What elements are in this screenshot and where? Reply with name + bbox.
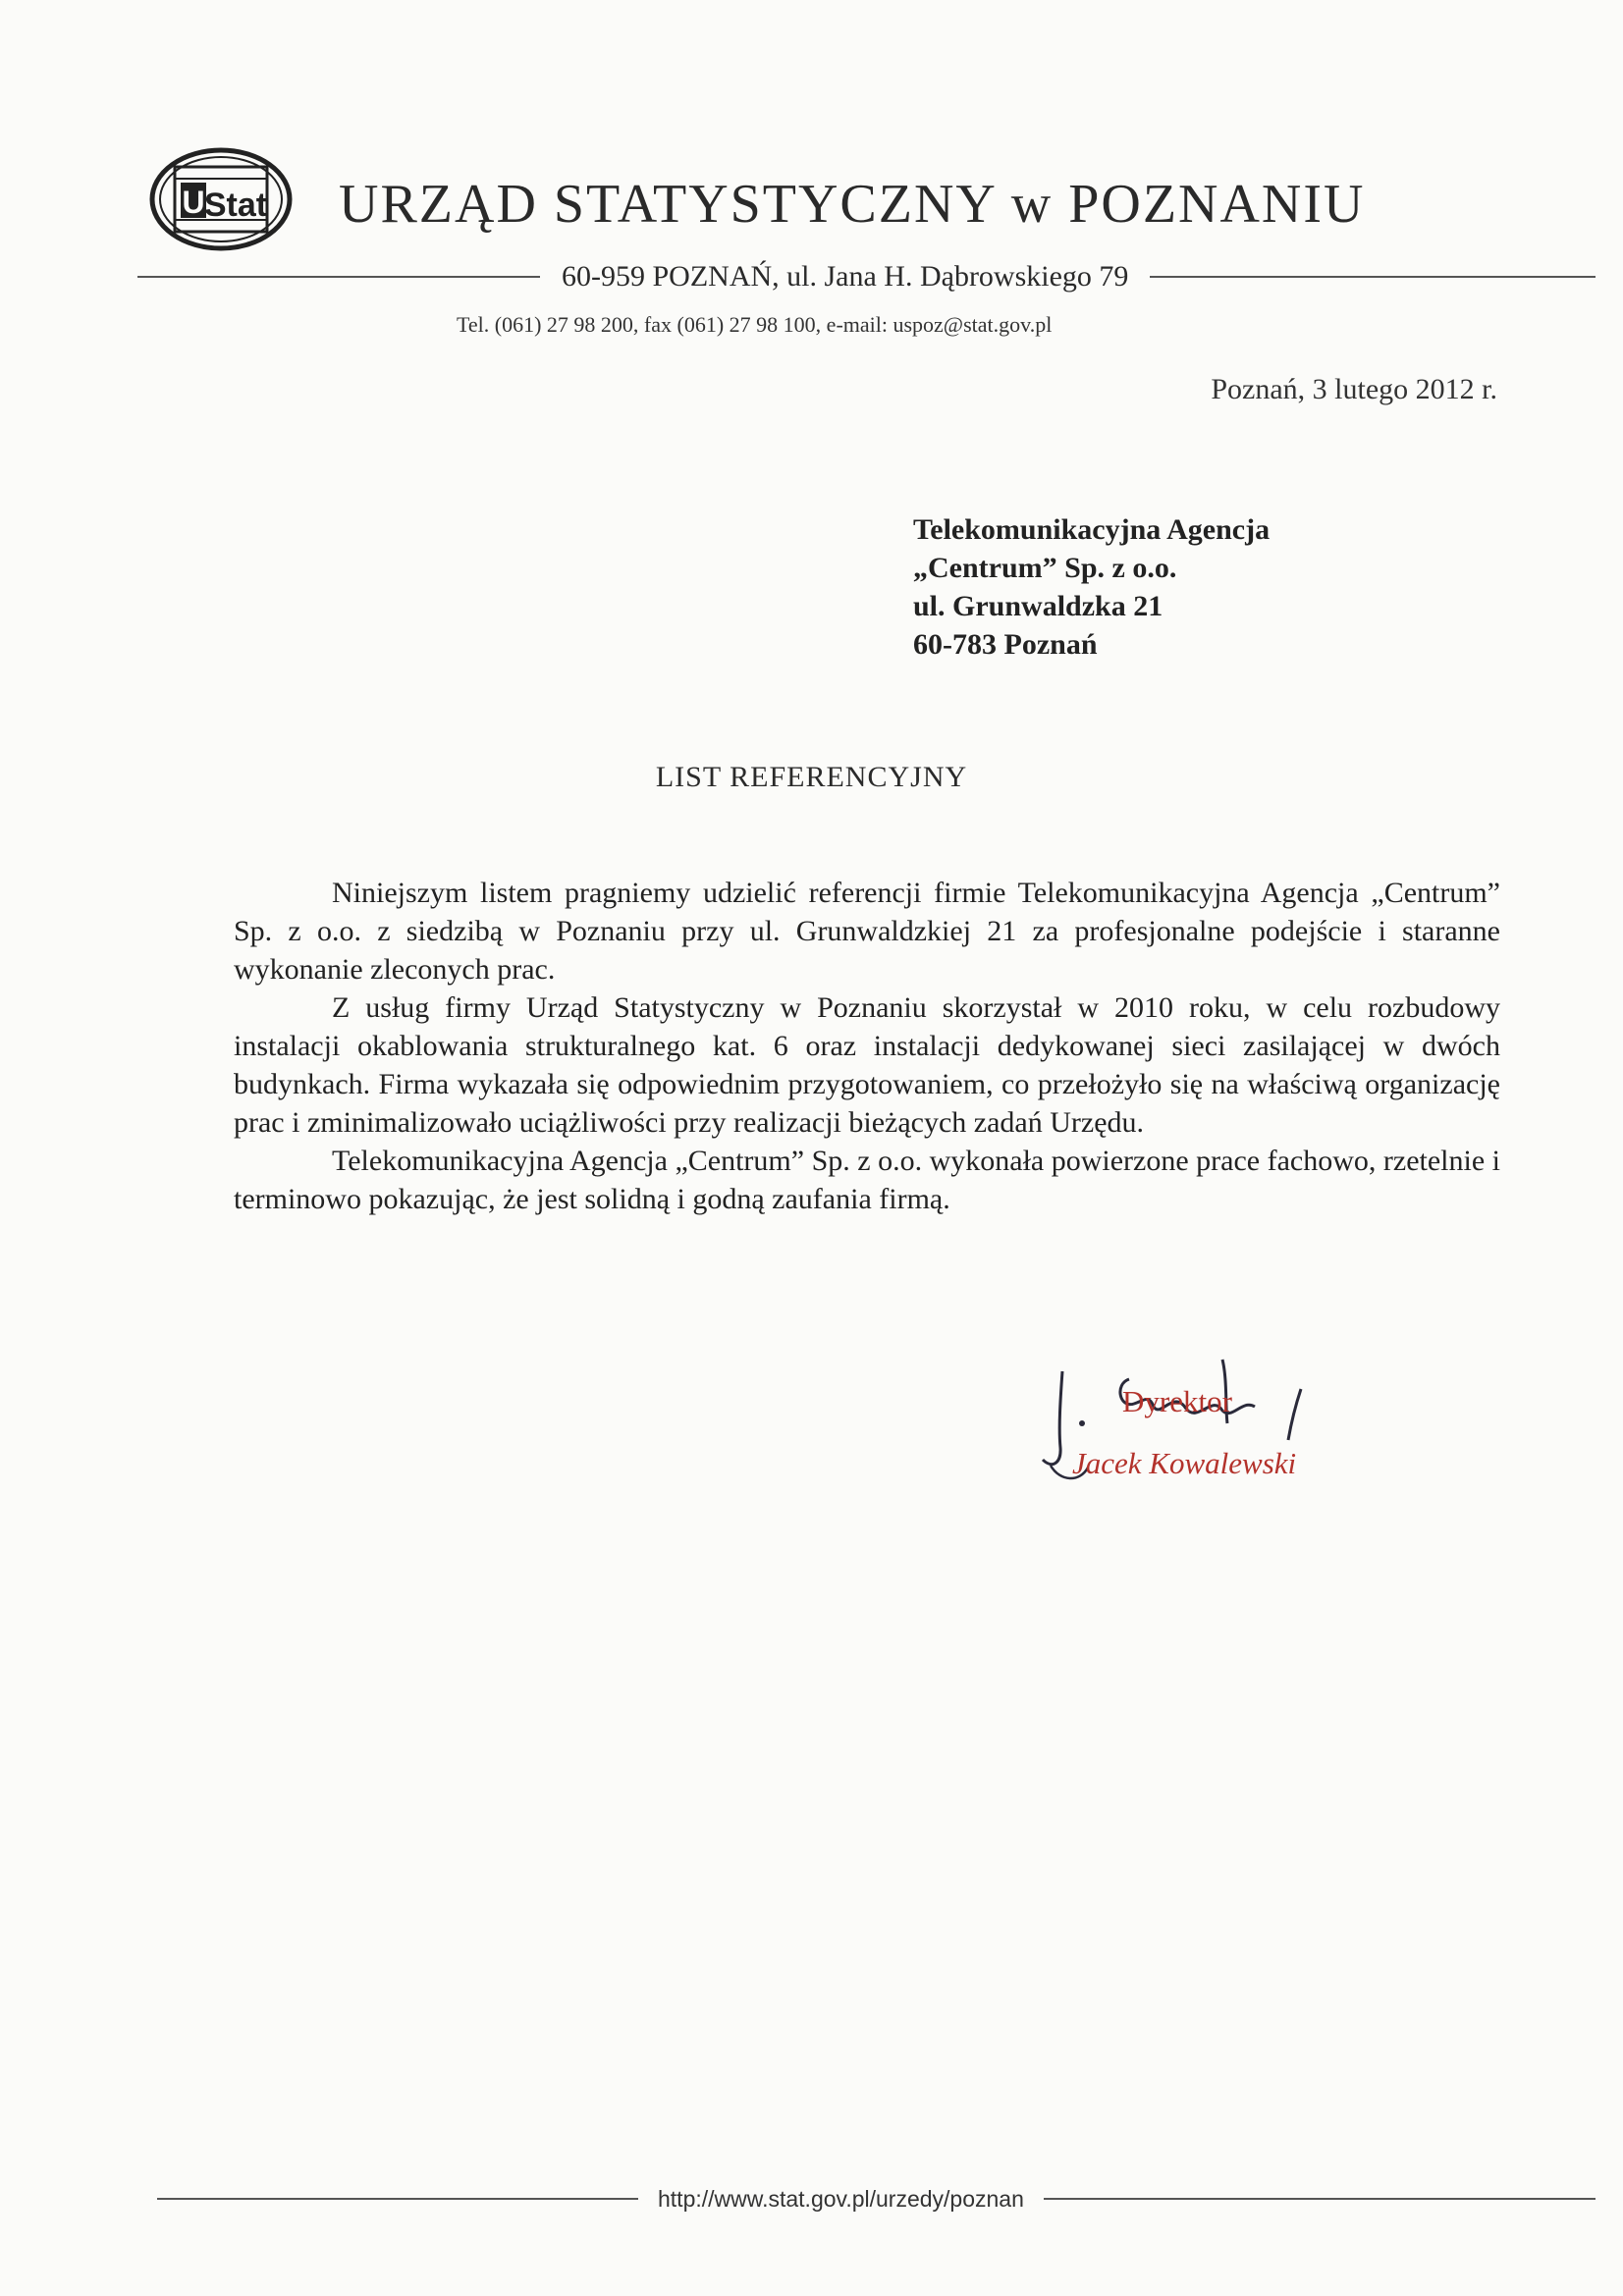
- organization-contact: Tel. (061) 27 98 200, fax (061) 27 98 100, e-mail: uspoz@stat.gov.pl: [457, 312, 1053, 337]
- organization-address: 60-959 POZNAŃ, ul. Jana H. Dąbrowskiego 79: [562, 260, 1129, 293]
- footer-rule-left: [157, 2198, 638, 2200]
- recipient-line: „Centrum” Sp. z o.o.: [913, 552, 1177, 584]
- body-paragraph: Niniejszym listem pragniemy udzielić referencji firmie Telekomunikacyjna Agencja „Centrum” Sp. z o.o. z siedzibą w Poznaniu przy ul. Grunwaldzkiej 21 za profesjonalne podejście i staranne wykonanie zleconych prac.: [234, 877, 1500, 986]
- organization-name: URZĄD STATYSTYCZNY w POZNANIU: [339, 174, 1366, 235]
- recipient-block: [913, 510, 1270, 664]
- address-rule-left: [137, 276, 540, 278]
- footer-row: [157, 2181, 1596, 2216]
- signature-name: Jacek Kowalewski: [1072, 1446, 1297, 1480]
- ustat-logo: [147, 145, 295, 253]
- address-row: [137, 257, 1596, 296]
- body-paragraph: Telekomunikacyjna Agencja „Centrum” Sp. z o.o. wykonała powierzone prace fachowo, rzetelnie i terminowo pokazując, że jest solidną i godną zaufania firmą.: [234, 1145, 1500, 1215]
- recipient-line: ul. Grunwaldzka 21: [913, 590, 1163, 622]
- letter-body: [234, 874, 1500, 1218]
- address-rule-right: [1150, 276, 1596, 278]
- svg-text:Stat: Stat: [203, 187, 268, 224]
- recipient-line: 60-783 Poznań: [913, 628, 1098, 661]
- body-paragraph: Z usług firmy Urząd Statystyczny w Poznaniu skorzystał w 2010 roku, w celu rozbudowy instalacji okablowania strukturalnego kat. 6 oraz instalacji dedykowanej sieci zasilającej w dwóch budynkach. Firma wykazała się odpowiednim przygotowaniem, co przełożyło się na właściwą organizację prac i zminimalizowało uciążliwości przy realizacji bieżących zadań Urzędu.: [234, 991, 1500, 1139]
- recipient-line: Telekomunikacyjna Agencja: [913, 513, 1271, 546]
- svg-text:U: U: [182, 185, 205, 220]
- footer-url[interactable]: http://www.stat.gov.pl/urzedy/poznan: [658, 2185, 1024, 2212]
- letter-date: Poznań, 3 lutego 2012 r.: [1211, 373, 1497, 405]
- document-title: LIST REFERENCYJNY: [655, 761, 968, 793]
- footer-rule-right: [1044, 2198, 1596, 2200]
- signature-title: Dyrektor: [1122, 1384, 1232, 1418]
